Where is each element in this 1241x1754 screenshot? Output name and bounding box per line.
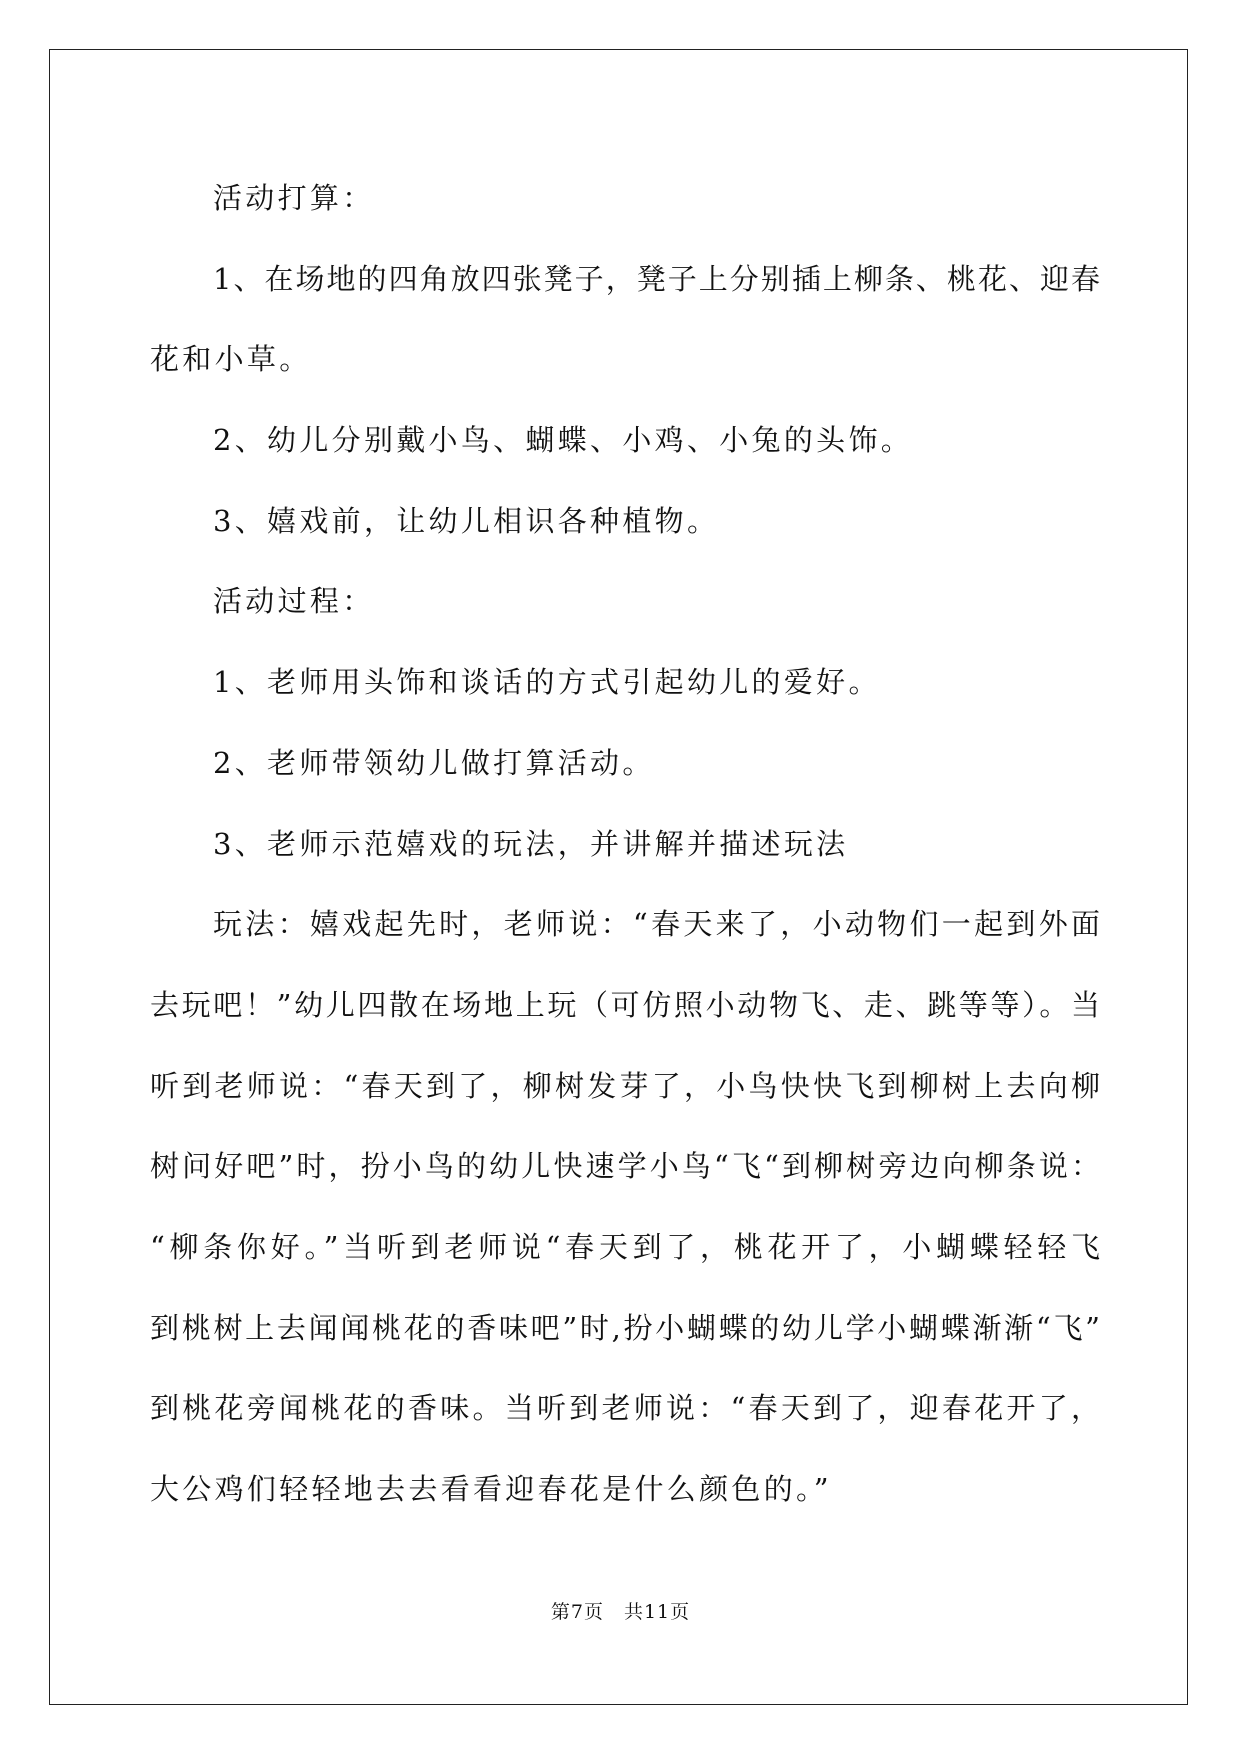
paragraph-line: 花和小草。	[150, 342, 312, 377]
paragraph-line: 1、在场地的四角放四张凳子，凳子上分别插上柳条、桃花、迎春	[213, 261, 1100, 296]
paragraph-line: 3、嬉戏前，让幼儿相识各种植物。	[213, 503, 720, 538]
paragraph-line: 树问好吧”时，扮小鸟的幼儿快速学小鸟“飞“到柳树旁边向柳条说：	[150, 1149, 1100, 1184]
current-page-number: 第7页	[550, 1601, 604, 1623]
total-page-count: 共11页	[623, 1601, 691, 1623]
page-footer	[0, 1600, 1241, 1624]
paragraph-line: 活动打算：	[213, 181, 375, 215]
paragraph-line: 2、幼儿分别戴小鸟、蝴蝶、小鸡、小兔的头饰。	[213, 423, 914, 458]
paragraph-line: “柳条你好。”当听到老师说“春天到了，桃花开了，小蝴蝶轻轻飞	[150, 1229, 1100, 1264]
paragraph-line: 3、老师示范嬉戏的玩法，并讲解并描述玩法	[213, 826, 849, 861]
paragraph-line: 1、老师用头饰和谈话的方式引起幼儿的爱好。	[213, 665, 881, 700]
document-body	[150, 158, 1100, 1530]
paragraph-line: 大公鸡们轻轻地去去看看迎春花是什么颜色的。”	[150, 1472, 832, 1506]
paragraph-line: 活动过程：	[213, 584, 375, 619]
paragraph-line: 玩法：嬉戏起先时，老师说：“春天来了，小动物们一起到外面	[213, 907, 1100, 942]
paragraph-line: 听到老师说：“春天到了，柳树发芽了，小鸟快快飞到柳树上去向柳	[150, 1068, 1100, 1103]
paragraph-line: 到桃花旁闻桃花的香味。当听到老师说：“春天到了，迎春花开了，	[150, 1391, 1100, 1426]
paragraph-line: 去玩吧！”幼儿四散在场地上玩（可仿照小动物飞、走、跳等等）。当	[150, 987, 1100, 1022]
paragraph-line: 到桃树上去闻闻桃花的香味吧”时,扮小蝴蝶的幼儿学小蝴蝶渐渐“飞”	[150, 1310, 1100, 1345]
paragraph-line: 2、老师带领幼儿做打算活动。	[213, 745, 655, 780]
